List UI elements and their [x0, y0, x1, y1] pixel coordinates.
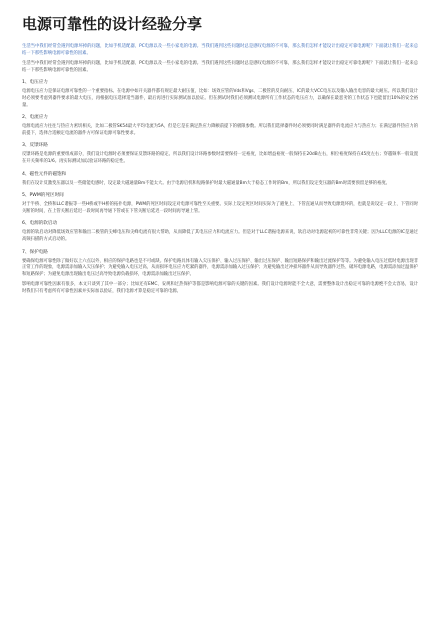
closing-paragraph: 影响电源可靠性因素有很多，本文只谈到了其中一部分；比如还有EMC、安规和过热保护等都是影响电源可靠的关键的因素。我们设计电源时能不全大意，需要整体设计出稳定可靠的电源绝不会太容易，设计时我们只有考虑所有可靠性因素并实际加以验证，我们电源才算是稳定可靠的电源。: [22, 282, 418, 294]
section-heading: 2、电流应力: [22, 115, 48, 121]
section-soft-start: [22, 220, 418, 243]
section-heading: 5、PWM的死区时间: [22, 193, 64, 199]
section-body: 对于半桥、全桥和LLC谐振等一些H桥或半H桥的拓扑电源，PWM的死区时间设定对电源可靠性至关重要。实际上设定死区时间实际为了避免上、下管直通从而导致电源烧坏的，也就是说设定一段上、下管同时关断的时间，在上管关断后延迟一段时间再导通下管或在下管关断后延迟一段时间再导通上管。: [22, 202, 418, 214]
section-heading: 7、保护电路: [22, 249, 48, 255]
section-protection-circuit: [22, 249, 418, 279]
section-body: 电源电压应力是保证电源可靠性的一个重要指标。在电源中如开关器件都有规定最大耐压值，比如：场效应管的Vds和Vgs、二极管的反向耐压、IC的最大VCC电压以及输入输出电容的最大耐压。所以我们设计时必须要考虑到器件要求的最大电压，再根据电压选择适当器件，最后再进行实际测试加以验证。但在测试时我们必须测试电源所有工作状态的电压应力，以确保在最恶劣的工作状态下也能留出10%的安全裕量。: [22, 89, 418, 108]
section-body: 我们在设计反激变压器以及一些储能电感时，设定最大磁通量Bm不能太大。由于电源启机和短路保护时最大磁通量Bm大于稳态工作时的Bm，所以我们设定变压器的Bm时需要预留足够的裕度。: [22, 180, 390, 186]
intro-paragraph: 生活当中我们经常会遇到电源坏掉的问题，比如手机适配器、PC电源以及一些小家电的电源。当我们遇到这些问题时总是感叹电源的不可靠，那么我们怎样才能设计出稳定可靠电源呢？下面就让我们一起来总结一下那些影响电源可靠性的因素。: [22, 61, 418, 73]
section-body: 反馈环路是电源的重要组成部分，我们设计电源时必须要保证反馈环路的稳定。所以我们设计环路参数时需要保持一定裕度，比如增益裕度一般保持在20dB左右，相位裕度保持在45度左右；穿越频率一般设置在开关频率的1/6。再实际测试加以验证环路的稳定性。: [22, 152, 418, 164]
section-heading: 1、电压应力: [22, 80, 48, 86]
section-body: 电源电流应力往往与热应力密切相关，比如二极管SK54最大平均电流为5A，但是它是在满足热应力降额前提下的极限参数。所以我们选择器件时必须要同时满足器件的电流应力与热应力；在满足器件热应力的前提下，选择合适额定电流的器件方可保证电源可靠性要求。: [22, 124, 418, 136]
intro-paragraph: 生活当中我们经常会遇到电源坏掉的问题，比如手机适配器、PC电源以及一些小家电的电源。当我们遇到这些问题时总是感叹电源的不可靠，那么我们怎样才能设计出稳定可靠电源呢？下面就让我们一起来总结一下那些影响电源可靠性的因素。: [22, 44, 418, 56]
section-body: 要确保电源可靠性除了做好以上六点以外，相应的保护电路也是不可或缺。保护电路具体有输入欠压保护、输入过压保护、输出过压保护、输出短路保护和输出过流保护等等。为避免输入电压过低时电源出现非正常工作的现象，电源需添加输入欠压保护；为避免输入电压过高，从而损坏电压应力吃紧的器件，电源需添加输入过压保护；为避免输出过冲损坏器件从而导致器件过热、破坏电源电路，电源需添加过温保护和短路保护；为避免电源出现输出电压过高导致电源负载损坏，电源需添加输出过压保护。: [22, 258, 418, 277]
section-current-stress: [22, 114, 418, 137]
section-voltage-stress: [22, 79, 418, 109]
section-feedback-loop: [22, 142, 418, 165]
section-heading: 3、反馈环路: [22, 143, 48, 149]
section-body: 电源的软启动对降低场效应管和输出二极管的尖峰电压和尖峰电流有很大帮助，从而降低了其电压应力和电流应力。但是对于LLC谐振电源来说，软启动对电源起初的可靠性非常关键；因为LLC电源的IC是通过高频扫描的方式启动的。: [22, 230, 418, 242]
section-pwm-dead-time: [22, 192, 418, 215]
section-magnetic-saturation: [22, 171, 418, 188]
page-title: 电源可靠性的设计经验分享: [22, 15, 203, 33]
section-heading: 6、电源的软启动: [22, 221, 58, 227]
section-heading: 4、磁性元件的磁饱和: [22, 171, 67, 177]
